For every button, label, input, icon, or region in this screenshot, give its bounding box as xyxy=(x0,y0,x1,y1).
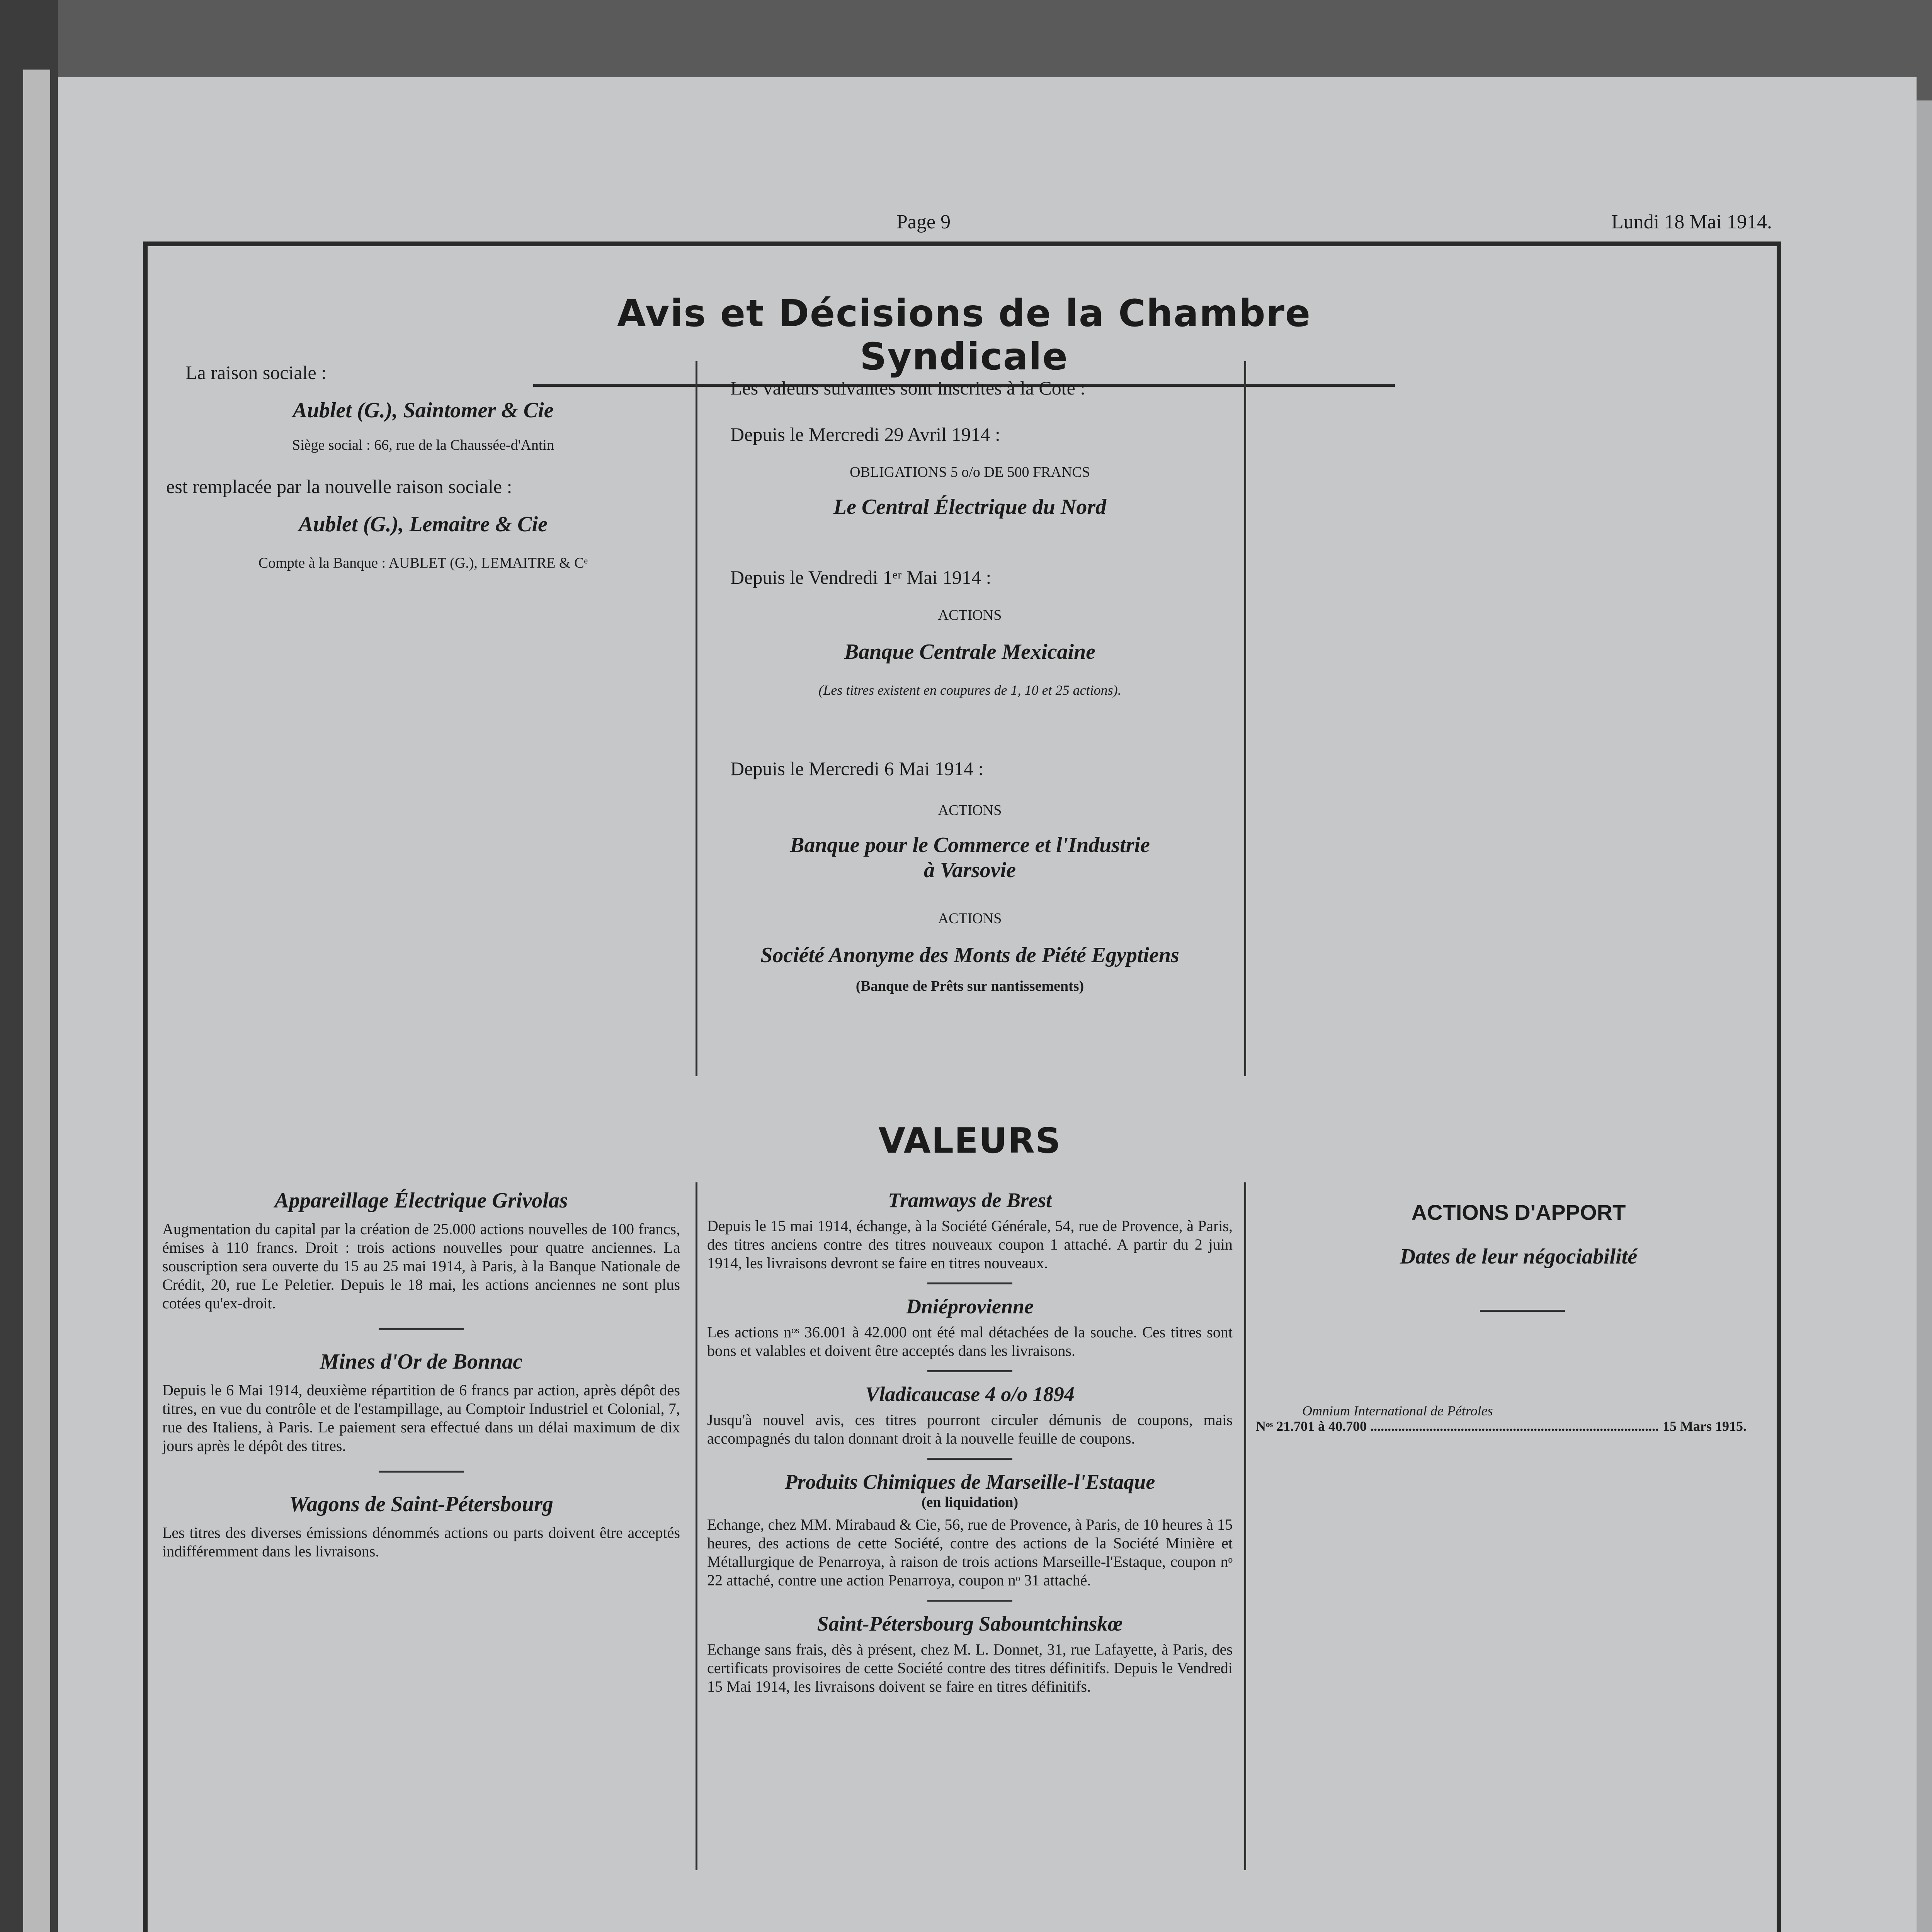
valeurs-divider-right xyxy=(1244,1182,1246,1870)
page-number: Page 9 xyxy=(896,211,951,233)
notice-text: Depuis le 15 mai 1914, échange, à la Société Générale, 54, rue de Provence, à Paris, des titres anciens contre des titres nouveaux coupon 1 attaché. A partir du 2 juin 1914, les livraisons devront se faire en titres nouveaux. xyxy=(707,1217,1233,1272)
avis-kind-4: ACTIONS xyxy=(938,910,1002,927)
avis-left-line4: est remplacée par la nouvelle raison sociale : xyxy=(166,476,512,497)
avis-left-new-name: Aublet (G.), Lemaitre & Cie xyxy=(299,512,548,536)
valeurs-divider-left xyxy=(696,1182,697,1870)
apport-company: Omnium International de Pétroles xyxy=(1302,1403,1493,1418)
avis-name-2: Banque Centrale Mexicaine xyxy=(844,640,1096,664)
avis-date-3: Depuis le Mercredi 6 Mai 1914 : xyxy=(730,758,984,779)
notice-text: Echange sans frais, dès à présent, chez M. L. Donnet, 31, rue Lafayette, à Paris, des certificats provisoires de cette Société contre des titres définitifs. Depuis le Vendredi 15 Mai 1914, les livraisons doivent se faire en titres définitifs. xyxy=(707,1641,1233,1695)
avis-kind-2: ACTIONS xyxy=(938,607,1002,623)
avis-left-old-name: Aublet (G.), Saintomer & Cie xyxy=(293,398,554,422)
notice-separator xyxy=(379,1471,464,1473)
notice-text: Echange, chez MM. Mirabaud & Cie, 56, rue de Provence, à Paris, de 10 heures à 15 heures, des actions de cette Société, contre des actions de la Société Minière et Métallurgique de Penarroya, à raison de trois actions Marseille-l'Estaque, coupon nᵒ 22 attaché, contre une action Penarroya, coupon nᵒ 31 attaché. xyxy=(707,1516,1233,1589)
notice-separator xyxy=(927,1282,1012,1284)
notice-text: Les titres des diverses émissions dénommés actions ou parts doivent être acceptés indifféremment dans les livraisons. xyxy=(162,1524,680,1560)
notice-text: Les actions nᵒˢ 36.001 à 42.000 ont été mal détachées de la souche. Ces titres sont bons et valables et doivent être acceptés dans les livraisons. xyxy=(707,1323,1233,1359)
avis-name-1: Le Central Électrique du Nord xyxy=(833,495,1107,519)
notice-separator xyxy=(379,1328,464,1330)
page-date: Lundi 18 Mai 1914. xyxy=(1611,211,1772,233)
notice-title: Dniéprovienne xyxy=(906,1295,1034,1318)
page-edge xyxy=(1917,100,1932,1932)
notice-text: Augmentation du capital par la création de 25.000 actions nouvelles de 100 francs, émises à 110 francs. Droit : trois actions nouvelles pour quatre anciennes. La souscription sera ouverte du 15 au 25 mai 1914, à Paris, à la Banque Nationale de Crédit, 20, rue Le Peletier. Depuis le 18 mai, les actions anciennes ne sont plus cotées qu'ex-droit. xyxy=(162,1220,680,1312)
notice-title: Wagons de Saint-Pétersbourg xyxy=(289,1492,553,1516)
avis-left-bank-account: Compte à la Banque : AUBLET (G.), LEMAITRE & Cᵉ xyxy=(258,555,588,571)
notice-title: Produits Chimiques de Marseille-l'Estaque xyxy=(784,1470,1155,1493)
notice-subtitle: (en liquidation) xyxy=(921,1494,1019,1510)
notice-title: Saint-Pétersbourg Sabountchinskœ xyxy=(817,1612,1123,1635)
avis-kind-3: ACTIONS xyxy=(938,802,1002,818)
avis-left-line1: La raison sociale : xyxy=(185,362,327,383)
notice-text: Depuis le 6 Mai 1914, deuxième répartition de 6 francs par action, après dépôt des titres, en vue du contrôle et de l'estampillage, au Comptoir Industriel et Colonial, 7, rue des Italiens, à Paris. Le paiement sera effectué dans un délai maximum de dix jours après le dépôt des titres. xyxy=(162,1381,680,1454)
avis-kind-1: OBLIGATIONS 5 o/o DE 500 FRANCS xyxy=(850,464,1090,480)
valeurs-middle-column xyxy=(707,1188,1233,1696)
apport-title: ACTIONS D'APPORT xyxy=(1411,1200,1626,1225)
notice-separator xyxy=(927,1600,1012,1602)
notice-title: Vladicaucase 4 o/o 1894 xyxy=(865,1383,1075,1406)
notice-title: Appareillage Électrique Grivolas xyxy=(274,1189,568,1213)
avis-date-2: Depuis le Vendredi 1ᵉʳ Mai 1914 : xyxy=(730,566,992,588)
avis-date-1: Depuis le Mercredi 29 Avril 1914 : xyxy=(730,423,1000,445)
notice-separator xyxy=(927,1458,1012,1460)
avis-name-4: Société Anonyme des Monts de Piété Egyptiens xyxy=(760,943,1179,967)
avis-divider-left xyxy=(696,361,697,1076)
notice-text: Jusqu'à nouvel avis, ces titres pourront circuler démunis de coupons, mais accompagnés du talon donnant droit à la nouvelle feuille de coupons. xyxy=(707,1411,1233,1447)
notice-separator xyxy=(927,1370,1012,1372)
apport-subtitle: Dates de leur négociabilité xyxy=(1400,1245,1638,1269)
apport-numbers: Nᵒˢ 21.701 à 40.700 ..... xyxy=(1256,1418,1658,1434)
avis-name-3b: à Varsovie xyxy=(924,858,1016,882)
avis-left-seat: Siège social : 66, rue de la Chaussée-d'Antin xyxy=(292,437,554,453)
valeurs-title: VALEURS xyxy=(878,1121,1061,1161)
apport-separator xyxy=(1480,1310,1565,1312)
avis-divider-right xyxy=(1244,361,1246,1076)
avis-title: Avis et Décisions de la Chambre Syndicale xyxy=(533,292,1395,387)
apport-date: 15 Mars 1915. xyxy=(1663,1418,1747,1434)
notice-title: Mines d'Or de Bonnac xyxy=(320,1350,523,1374)
apport-row xyxy=(1256,1418,1747,1434)
valeurs-left-column xyxy=(162,1188,680,1561)
avis-right-intro: Les valeurs suivantes sont inscrites à la Cote : xyxy=(730,377,1086,399)
avis-note-2: (Les titres existent en coupures de 1, 10 et 25 actions). xyxy=(818,682,1121,698)
avis-name-3a: Banque pour le Commerce et l'Industrie xyxy=(790,833,1150,857)
avis-note-4: (Banque de Prêts sur nantissements) xyxy=(855,978,1084,994)
notice-title: Tramways de Brest xyxy=(888,1189,1052,1212)
facing-page-edge xyxy=(23,70,50,1932)
